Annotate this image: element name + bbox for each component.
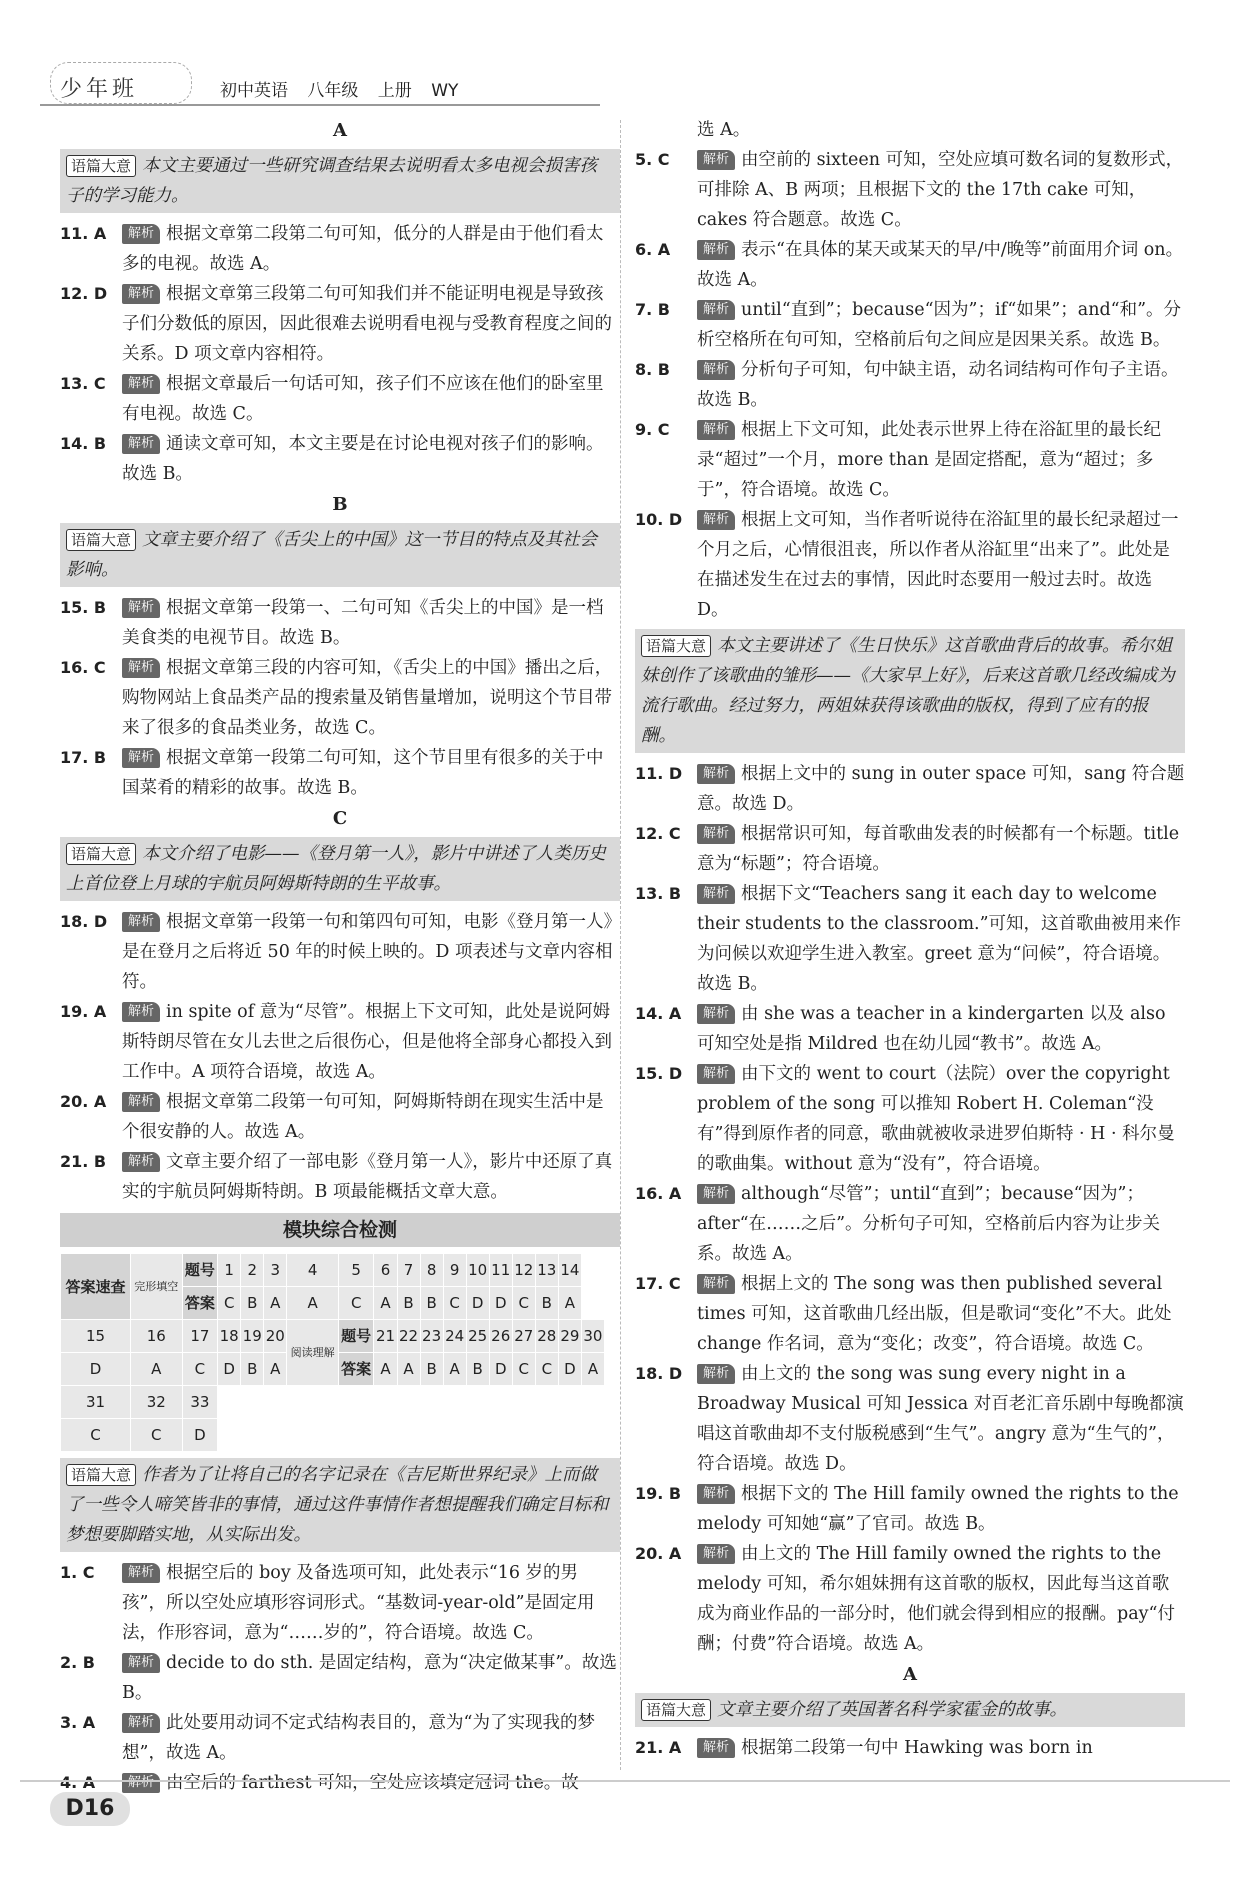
- answer-cell: 4: [287, 1254, 339, 1287]
- answer-item: [60, 219, 620, 279]
- answer-item: [635, 999, 1185, 1059]
- answer-cell: A: [264, 1353, 287, 1386]
- answer-cell: A: [443, 1353, 466, 1386]
- question-number: 21. B: [60, 1152, 107, 1171]
- analysis-badge: 解析: [122, 658, 160, 678]
- answer-row-label: 答案: [338, 1353, 374, 1386]
- answer-cell: C: [535, 1353, 558, 1386]
- answer-cell: B: [241, 1353, 264, 1386]
- summary-text: 本文介绍了电影——《登月第一人》，影片中讲述了人类历史上首位登上月球的宇航员阿姆斯特朗的生平故事。: [66, 844, 606, 894]
- analysis-text: 分析句子可知，句中缺主语，动名词结构可作句子主语。故选 B。: [697, 360, 1179, 410]
- left-column: [60, 115, 620, 1798]
- answer-cell: C: [338, 1287, 374, 1320]
- analysis-text: 根据文章第二段第一句可知，阿姆斯特朗在现实生活中是个很安静的人。故选 A。: [122, 1092, 604, 1142]
- question-number: 7. B: [635, 300, 670, 319]
- question-number: 10. D: [635, 510, 683, 529]
- analysis-badge: 解析: [122, 374, 160, 394]
- answer-cell: A: [397, 1353, 420, 1386]
- question-number: 15. B: [60, 598, 107, 617]
- answer-cell: 30: [581, 1320, 604, 1353]
- analysis-badge: 解析: [697, 150, 735, 170]
- answer-cell: 16: [130, 1320, 182, 1353]
- question-number: 19. A: [60, 1002, 107, 1021]
- question-number: 3. A: [60, 1713, 96, 1732]
- analysis-text: 根据文章第三段第二句可知我们并不能证明电视是导致孩子们分数低的原因，因此很难去说明看电视与受教育程度之间的关系。D 项文章内容相符。: [122, 284, 612, 364]
- answer-cell: 10: [466, 1254, 489, 1287]
- answer-cell: 21: [374, 1320, 397, 1353]
- answer-list: [635, 1733, 1185, 1763]
- analysis-text: until“直到”；because“因为”；if“如果”；and“和”。分析空格所在句可知，空格前后句之间应是因果关系。故选 B。: [697, 300, 1182, 350]
- question-number: 20. A: [635, 1544, 682, 1563]
- answer-list: [60, 907, 620, 1207]
- analysis-text: 由空后的 farthest 可知，空处应该填定冠词 the。故: [166, 1773, 579, 1793]
- answer-table: [60, 1253, 605, 1452]
- answer-list: [635, 759, 1185, 1659]
- answer-cell: 20: [264, 1320, 287, 1353]
- answer-cell: 28: [535, 1320, 558, 1353]
- summary-text: 作者为了让将自己的名字记录在《吉尼斯世界纪录》上而做了一些令人啼笑皆非的事情，通过这件事情作者想提醒我们确定目标和梦想要脚踏实地，从实际出发。: [66, 1465, 609, 1545]
- answer-item: [635, 1359, 1185, 1479]
- answer-cell: 18: [218, 1320, 241, 1353]
- continuation-line: 选 A。: [697, 120, 751, 140]
- question-number: 1. C: [60, 1563, 95, 1582]
- question-number: 12. C: [635, 824, 681, 843]
- answer-cell: 3: [264, 1254, 287, 1287]
- header-rule: [40, 104, 600, 106]
- answer-cell: B: [397, 1287, 420, 1320]
- question-number: 21. A: [635, 1738, 682, 1757]
- answer-list: [635, 145, 1185, 625]
- question-number: 11. D: [635, 764, 683, 783]
- analysis-text: 根据常识可知，每首歌曲发表的时候都有一个标题。title 意为“标题”；符合语境。: [697, 824, 1180, 874]
- answer-cell: D: [182, 1419, 218, 1452]
- analysis-badge: 解析: [697, 1274, 735, 1294]
- analysis-text: 根据空后的 boy 及备选项可知，此处表示“16 岁的男孩”，所以空处应填形容词形式。“基数词-year-old”是固定用法，作形容词，意为“……岁的”，符合语境。故选 C。: [122, 1563, 595, 1643]
- analysis-text: 根据下文“Teachers sang it each day to welcome their students to the classroom.”可知，这首歌曲被用来作为问候以欢迎学生进入教室。greet 意为“问候”，符合语境。故选 B。: [697, 884, 1182, 994]
- analysis-badge: 解析: [697, 884, 735, 904]
- answer-item: [635, 415, 1185, 505]
- analysis-badge: 解析: [697, 510, 735, 530]
- footer-rule: [20, 1780, 1230, 1782]
- analysis-badge: 解析: [122, 1713, 160, 1733]
- analysis-badge: 解析: [697, 1544, 735, 1564]
- answer-list: [60, 219, 620, 489]
- answer-list: [60, 1558, 620, 1798]
- answer-item: [635, 1179, 1185, 1269]
- answer-cell: 2: [241, 1254, 264, 1287]
- analysis-text: 根据下文的 The Hill family owned the rights to the melody 可知她“赢”了官司。故选 B。: [697, 1484, 1179, 1534]
- answer-cell: 32: [130, 1386, 182, 1419]
- question-number: 14. A: [635, 1004, 682, 1023]
- answer-cell: 29: [558, 1320, 581, 1353]
- question-number: 13. B: [635, 884, 682, 903]
- analysis-text: 根据上文可知，当作者听说待在浴缸里的最长纪录超过一个月之后，心情很沮丧，所以作者从浴缸里“出来了”。此处是在描述发生在过去的事情，因此时态要用一般过去时。故选 D。: [697, 510, 1179, 620]
- answer-cell: 23: [420, 1320, 443, 1353]
- analysis-badge: 解析: [697, 1484, 735, 1504]
- answer-item: [60, 653, 620, 743]
- right-column: [635, 115, 1185, 1763]
- question-number: 18. D: [635, 1364, 683, 1383]
- question-number: 13. C: [60, 374, 106, 393]
- answer-item: [60, 1087, 620, 1147]
- summary-box: [60, 837, 620, 901]
- analysis-text: 根据文章第一段第二句可知，这个节目里有很多的关于中国菜肴的精彩的故事。故选 B。: [122, 748, 604, 798]
- answer-cell: C: [512, 1287, 535, 1320]
- question-number: 16. C: [60, 658, 106, 677]
- question-number: 20. A: [60, 1092, 107, 1111]
- analysis-text: 表示“在具体的某天或某天的早/中/晚等”前面用介词 on。故选 A。: [697, 240, 1184, 290]
- section-head-b: B: [332, 494, 348, 515]
- answer-item: [635, 819, 1185, 879]
- answer-cell: 9: [443, 1254, 466, 1287]
- analysis-text: 根据上文的 The song was then published several times 可知，这首歌曲几经出版，但是歌词“变化”不大。此处 change 作名词，意为“变化；改变”，符合语境。故选 C。: [697, 1274, 1172, 1354]
- summary-tag: 语篇大意: [66, 843, 136, 865]
- answer-cell: D: [466, 1287, 489, 1320]
- question-number: 6. A: [635, 240, 671, 259]
- summary-box: [60, 149, 620, 213]
- answer-cell: 14: [558, 1254, 581, 1287]
- summary-tag: 语篇大意: [641, 635, 711, 657]
- answer-item: [60, 1768, 620, 1798]
- column-divider: [620, 120, 621, 1770]
- answer-cell: C: [130, 1419, 182, 1452]
- answer-cell: B: [466, 1353, 489, 1386]
- answer-item: [60, 429, 620, 489]
- analysis-badge: 解析: [697, 420, 735, 440]
- answer-cell: 31: [61, 1386, 131, 1419]
- answer-item: [60, 1147, 620, 1207]
- summary-text: 文章主要介绍了《舌尖上的中国》这一节目的特点及其社会影响。: [66, 530, 598, 580]
- answer-item: [60, 907, 620, 997]
- answer-cell: 5: [338, 1254, 374, 1287]
- analysis-badge: 解析: [122, 1092, 160, 1112]
- summary-tag: 语篇大意: [66, 155, 136, 177]
- analysis-text: decide to do sth. 是固定结构，意为“决定做某事”。故选 B。: [122, 1653, 617, 1703]
- answer-cell: 1: [218, 1254, 241, 1287]
- answer-cell: B: [535, 1287, 558, 1320]
- analysis-badge: 解析: [697, 360, 735, 380]
- answer-item: [60, 369, 620, 429]
- question-number: 19. B: [635, 1484, 682, 1503]
- answer-list: [60, 593, 620, 803]
- analysis-text: 根据文章第一段第一句和第四句可知，电影《登月第一人》是在登月之后将近 50 年的时候上映的。D 项表述与文章内容相符。: [122, 912, 613, 992]
- summary-box: [635, 629, 1185, 753]
- answer-item: [635, 355, 1185, 415]
- answer-cell: 25: [466, 1320, 489, 1353]
- answer-cell: B: [420, 1287, 443, 1320]
- section-head-a: A: [333, 120, 347, 141]
- answer-cell: 15: [61, 1320, 131, 1353]
- reading-label: 阅读理解: [287, 1320, 339, 1386]
- answer-cell: C: [182, 1353, 218, 1386]
- analysis-badge: 解析: [122, 1653, 160, 1673]
- analysis-text: 由上文的 The Hill family owned the rights to the melody 可知，希尔姐妹拥有这首歌的版权，因此每当这首歌成为商业作品的一部分时，他们就会得到相应的报酬。pay“付酬；付费”符合语境。故选 A。: [697, 1544, 1175, 1654]
- question-number: 17. B: [60, 748, 107, 767]
- analysis-text: 由上文的 the song was sung every night in a Broadway Musical 可知 Jessica 对百老汇音乐剧中每晚都演唱这首歌曲却不支付版税感到“生气”。angry 意为“生气的”，符合语境。故选 D。: [697, 1364, 1184, 1474]
- analysis-text: 由空前的 sixteen 可知，空处应填可数名词的复数形式，可排除 A、B 两项；且根据下文的 the 17th cake 可知，cakes 符合题意。故选 C。: [697, 150, 1184, 230]
- analysis-text: 由下文的 went to court（法院）over the copyright problem of the song 可以推知 Robert H. Coleman“没有”得到原作者的同意，歌曲就被收录进罗伯斯特 · H · 科尔曼的歌曲集。without 意为“没有”，符合语境。: [697, 1064, 1175, 1174]
- answer-cell: D: [489, 1287, 512, 1320]
- answer-cell: A: [130, 1353, 182, 1386]
- answer-item: [635, 879, 1185, 999]
- analysis-text: 根据文章第三段的内容可知，《舌尖上的中国》播出之后，购物网站上食品类产品的搜索量及销售量增加，说明这个节目带来了很多的食品类业务，故选 C。: [122, 658, 613, 738]
- analysis-badge: 解析: [697, 1064, 735, 1084]
- answer-item: [635, 1269, 1185, 1359]
- analysis-text: 根据文章最后一句话可知，孩子们不应该在他们的卧室里有电视。故选 C。: [122, 374, 604, 424]
- answer-cell: C: [512, 1353, 535, 1386]
- analysis-text: 根据文章第二段第二句可知，低分的人群是由于他们看太多的电视。故选 A。: [122, 224, 604, 274]
- answer-cell: A: [264, 1287, 287, 1320]
- summary-text: 文章主要介绍了英国著名科学家霍金的故事。: [717, 1700, 1068, 1720]
- answer-row-label: 答案: [182, 1287, 218, 1320]
- analysis-badge: 解析: [697, 1004, 735, 1024]
- answer-cell: 22: [397, 1320, 420, 1353]
- answer-item: [60, 279, 620, 369]
- page-number: D16: [50, 1792, 130, 1826]
- answer-item: [60, 1708, 620, 1768]
- answer-cell: 8: [420, 1254, 443, 1287]
- header-text: 初中英语 八年级 上册 WY: [220, 81, 459, 101]
- answer-item: [635, 759, 1185, 819]
- qnum-label: 题号: [182, 1254, 218, 1287]
- analysis-text: although“尽管”；until“直到”；because“因为”；after“在……之后”。分析句子可知，空格前后内容为让步关系。故选 A。: [697, 1184, 1161, 1264]
- answer-cell: 19: [241, 1320, 264, 1353]
- analysis-badge: 解析: [122, 748, 160, 768]
- analysis-text: 通读文章可知，本文主要是在讨论电视对孩子们的影响。故选 B。: [122, 434, 604, 484]
- question-number: 2. B: [60, 1653, 95, 1672]
- answer-item: [635, 505, 1185, 625]
- answer-cell: D: [558, 1353, 581, 1386]
- summary-tag: 语篇大意: [66, 529, 136, 551]
- analysis-text: 由 she was a teacher in a kindergarten 以及 also 可知空处是指 Mildred 也在幼儿园“教书”。故选 A。: [697, 1004, 1166, 1054]
- answer-item: [60, 593, 620, 653]
- answer-cell: 27: [512, 1320, 535, 1353]
- summary-tag: 语篇大意: [66, 1464, 136, 1486]
- analysis-badge: 解析: [122, 224, 160, 244]
- analysis-text: 此处要用动词不定式结构表目的，意为“为了实现我的梦想”，故选 A。: [122, 1713, 595, 1763]
- analysis-badge: 解析: [697, 1364, 735, 1384]
- answer-item: [60, 997, 620, 1087]
- logo: 少年班: [60, 77, 139, 102]
- summary-text: 本文主要讲述了《生日快乐》这首歌曲背后的故事。希尔姐妹创作了该歌曲的雏形——《大家早上好》，后来这首歌几经改编成为流行歌曲。经过努力，两姐妹获得该歌曲的版权，得到了应有的报酬。: [641, 636, 1175, 746]
- analysis-badge: 解析: [122, 1002, 160, 1022]
- answer-cell: 33: [182, 1386, 218, 1419]
- analysis-text: 根据上文中的 sung in outer space 可知，sang 符合题意。故选 D。: [697, 764, 1185, 814]
- answer-item: [60, 1648, 620, 1708]
- question-number: 14. B: [60, 434, 107, 453]
- answer-item: [60, 1558, 620, 1648]
- answer-cell: 26: [489, 1320, 512, 1353]
- answer-cell: 24: [443, 1320, 466, 1353]
- answer-cell: A: [374, 1353, 397, 1386]
- answer-label: 答案速查: [61, 1254, 131, 1320]
- question-number: 11. A: [60, 224, 107, 243]
- answer-item: [635, 1539, 1185, 1659]
- answer-item: [60, 743, 620, 803]
- answer-item: [635, 145, 1185, 235]
- analysis-badge: 解析: [697, 300, 735, 320]
- answer-item: [635, 1733, 1185, 1763]
- analysis-text: in spite of 意为“尽管”。根据上下文可知，此处是说阿姆斯特朗尽管在女儿去世之后很伤心，但是他将全部身心都投入到工作中。A 项符合语境，故选 A。: [122, 1002, 612, 1082]
- answer-cell: C: [61, 1419, 131, 1452]
- summary-tag: 语篇大意: [641, 1699, 711, 1721]
- summary-text: 本文主要通过一些研究调查结果去说明看太多电视会损害孩子的学习能力。: [66, 156, 598, 206]
- question-number: 8. B: [635, 360, 670, 379]
- question-number: 12. D: [60, 284, 108, 303]
- section-head-c: C: [332, 808, 348, 829]
- analysis-badge: 解析: [697, 824, 735, 844]
- section-head-a2: A: [903, 1664, 917, 1685]
- summary-box: [635, 1693, 1185, 1727]
- analysis-badge: 解析: [122, 284, 160, 304]
- module-title: 模块综合检测: [60, 1213, 620, 1247]
- answer-item: [635, 1479, 1185, 1539]
- analysis-badge: 解析: [122, 912, 160, 932]
- answer-item: [635, 1059, 1185, 1179]
- question-number: 16. A: [635, 1184, 682, 1203]
- analysis-badge: 解析: [122, 1152, 160, 1172]
- analysis-text: 根据文章第一段第一、二句可知《舌尖上的中国》是一档美食类的电视节目。故选 B。: [122, 598, 604, 648]
- answer-cell: A: [558, 1287, 581, 1320]
- answer-cell: 6: [374, 1254, 397, 1287]
- answer-cell: A: [374, 1287, 397, 1320]
- cloze-label: 完形填空: [130, 1254, 182, 1320]
- question-number: 17. C: [635, 1274, 681, 1293]
- analysis-badge: 解析: [122, 598, 160, 618]
- answer-cell: 12: [512, 1254, 535, 1287]
- answer-cell: C: [218, 1287, 241, 1320]
- analysis-text: 根据第二段第一句中 Hawking was born in: [741, 1738, 1093, 1758]
- analysis-badge: 解析: [122, 1563, 160, 1583]
- answer-cell: D: [489, 1353, 512, 1386]
- answer-cell: B: [241, 1287, 264, 1320]
- summary-box: [60, 523, 620, 587]
- summary-box: [60, 1458, 620, 1552]
- qnum-label: 题号: [338, 1320, 374, 1353]
- answer-item: [635, 235, 1185, 295]
- answer-cell: B: [420, 1353, 443, 1386]
- analysis-badge: 解析: [697, 1184, 735, 1204]
- analysis-badge: 解析: [697, 1738, 735, 1758]
- answer-cell: 7: [397, 1254, 420, 1287]
- question-number: 18. D: [60, 912, 108, 931]
- answer-cell: D: [61, 1353, 131, 1386]
- question-number: 4. A: [60, 1773, 96, 1792]
- analysis-text: 文章主要介绍了一部电影《登月第一人》，影片中还原了真实的宇航员阿姆斯特朗。B 项最能概括文章大意。: [122, 1152, 613, 1202]
- answer-item: [635, 295, 1185, 355]
- analysis-badge: 解析: [122, 434, 160, 454]
- analysis-text: 根据上下文可知，此处表示世界上待在浴缸里的最长纪录“超过”一个月，more than 是固定搭配，意为“超过；多于”，符合语境。故选 C。: [697, 420, 1162, 500]
- analysis-badge: 解析: [697, 240, 735, 260]
- analysis-badge: 解析: [697, 764, 735, 784]
- question-number: 15. D: [635, 1064, 683, 1083]
- question-number: 5. C: [635, 150, 670, 169]
- answer-cell: D: [218, 1353, 241, 1386]
- answer-cell: C: [443, 1287, 466, 1320]
- answer-cell: 13: [535, 1254, 558, 1287]
- answer-cell: A: [581, 1353, 604, 1386]
- analysis-badge: 解析: [122, 1773, 160, 1793]
- answer-cell: 11: [489, 1254, 512, 1287]
- answer-cell: A: [287, 1287, 339, 1320]
- answer-cell: 17: [182, 1320, 218, 1353]
- question-number: 9. C: [635, 420, 670, 439]
